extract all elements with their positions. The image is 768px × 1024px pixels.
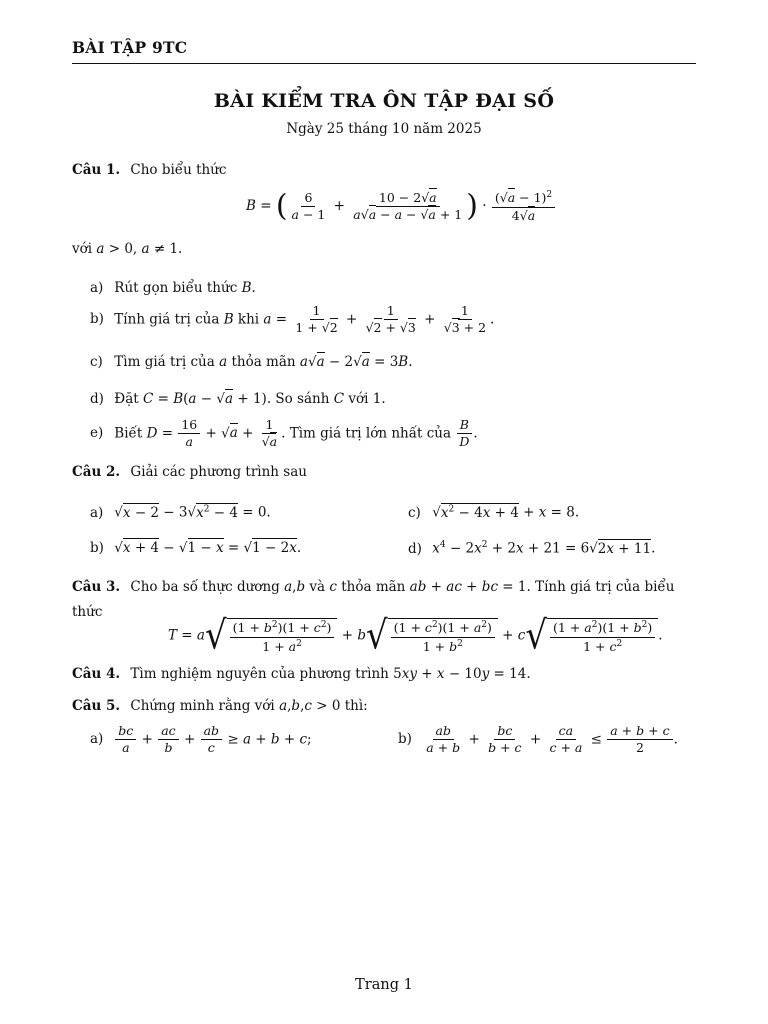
page-title: BÀI KIỂM TRA ÔN TẬP ĐẠI SỐ: [213, 90, 555, 112]
question-4-label: Câu 4.: [72, 666, 121, 682]
question-1-intro: Câu 1. Cho biểu thức: [72, 162, 227, 178]
question-5-item-b: b) $\frac{ab}{a + b}$ + $\frac{bc}{b + c}$ + $\frac{ca}{c + a}$ ≤ $\frac{a + b + c}{2}$ .: [398, 723, 678, 756]
question-2-item-c: c) $√x^2 - 4x + 4 + x = 8$.: [408, 504, 580, 521]
question-2-item-d: d) $x^4 - 2x^2 + 2x + 21 = 6√2x + 11$.: [408, 540, 656, 557]
question-2-intro: Câu 2. Giải các phương trình sau: [72, 464, 307, 480]
page-header: BÀI TẬP 9TC: [72, 38, 696, 64]
question-5-label: Câu 5.: [72, 698, 121, 714]
question-1-item-e: e) Biết D = $\frac{16}{a}$ + √a + $\frac{1}{√a}$ . Tìm giá trị lớn nhất của $\frac{B}{D}$ .: [90, 417, 478, 450]
expression-b: B = ( $\frac{6}{a - 1}$ + $\frac{10 - 2√a}{a√a - a - √a + 1}$ ) · $\frac{(√a - 1)^2}{4√a}$: [246, 190, 556, 223]
question-1-item-b: b) Tính giá trị của B khi a = $\frac{1}{1 + √2}$ + $\frac{1}{√2 + √3}$ + $\frac{1}{√3 + 2}$ .: [90, 303, 495, 336]
question-1-condition: với a > 0, a ≠ 1.: [72, 241, 183, 257]
question-3-label: Câu 3.: [72, 579, 121, 595]
question-2-label: Câu 2.: [72, 464, 121, 480]
question-2-item-b: b) √x + 4 − √1 − x = √1 − 2x.: [90, 540, 302, 556]
expression-t: T = a √ $\frac{(1 + b^2)(1 + c^2)}{1 + a^2}$ + b √ $\frac{(1 + c^2)(1 + a^2)}{1 + b^2}$ + c √ $\frac{(1 + a^2)(1 + b^2)}{1 + c^2}$ .: [168, 613, 663, 660]
question-3-continuation: thức: [72, 604, 103, 620]
question-1-item-a: a) Rút gọn biểu thức B.: [90, 280, 256, 296]
question-4: Câu 4. Tìm nghiệm nguyên của phương trình 5xy + x − 10y = 14.: [72, 666, 531, 682]
page-footer: Trang 1: [355, 977, 413, 993]
page-date: Ngày 25 tháng 10 năm 2025: [286, 121, 482, 137]
question-5-intro: Câu 5. Chứng minh rằng với a,b,c > 0 thì:: [72, 698, 368, 714]
question-3-intro: Câu 3. Cho ba số thực dương a,b và c thỏa mãn ab + ac + bc = 1. Tính giá trị của biểu: [72, 579, 675, 595]
question-1-item-c: c) Tìm giá trị của a thỏa mãn a√a − 2√a = 3B.: [90, 354, 413, 370]
question-2-item-a: a) $√x - 2 - 3√x^2 - 4 = 0$.: [90, 504, 271, 521]
question-5-item-a: a) $\frac{bc}{a}$ + $\frac{ac}{b}$ + $\frac{ab}{c}$ ≥ a + b + c;: [90, 723, 312, 756]
question-1-label: Câu 1.: [72, 162, 121, 178]
question-1-item-d: d) Đặt C = B(a − √a + 1). So sánh C với 1.: [90, 391, 386, 407]
